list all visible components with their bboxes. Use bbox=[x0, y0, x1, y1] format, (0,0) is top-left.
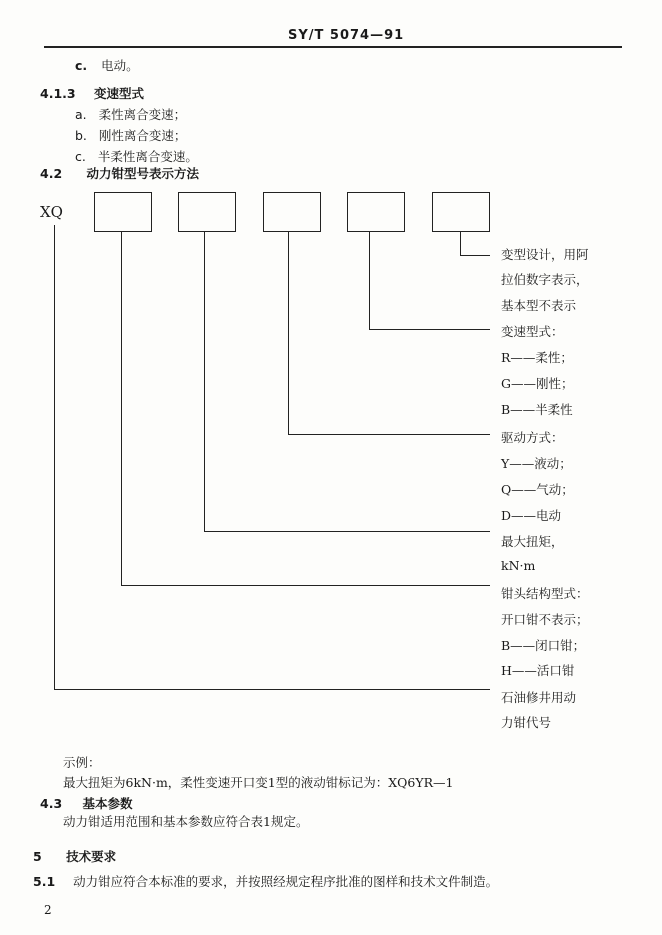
header-rule bbox=[44, 46, 622, 48]
leader-design-change-h bbox=[460, 255, 490, 256]
label-drive-type-y: Y——液动； bbox=[501, 456, 572, 471]
label-jaw-type-title: 钳头结构型式： bbox=[501, 586, 589, 601]
label-max-torque-title: 最大扭矩， bbox=[501, 534, 564, 549]
label-speed-type-g: G——刚性； bbox=[501, 376, 574, 391]
label-speed-type-r: R——柔性； bbox=[501, 350, 573, 365]
label-jaw-type-open: 开口钳不表示； bbox=[501, 612, 589, 627]
list-item bbox=[75, 56, 139, 74]
list-item bbox=[75, 105, 186, 123]
section-title: 动力钳型号表示方法 bbox=[86, 166, 200, 181]
leader-jaw-type-v bbox=[121, 231, 122, 586]
section-title: 技术要求 bbox=[66, 849, 117, 864]
list-marker: a. bbox=[75, 107, 87, 122]
list-item bbox=[75, 126, 186, 144]
section-number: 4.3 bbox=[40, 796, 63, 811]
label-speed-type-title: 变速型式： bbox=[501, 324, 564, 339]
leader-drive-type-h bbox=[288, 434, 490, 435]
label-jaw-type-movable: H——活口钳 bbox=[501, 663, 575, 678]
section-text: 动力钳应符合本标准的要求，并按照经规定程序批准的图样和技术文件制造。 bbox=[73, 874, 499, 889]
example-heading: 示例： bbox=[63, 755, 101, 770]
label-code-1: 石油修井用动 bbox=[501, 690, 577, 705]
prefix-code: XQ bbox=[40, 203, 63, 221]
label-code-2: 力钳代号 bbox=[501, 715, 552, 730]
label-drive-type-d: D——电动 bbox=[501, 508, 562, 523]
leader-jaw-type-h bbox=[121, 585, 490, 586]
leader-design-change-v bbox=[460, 231, 461, 256]
list-marker: c. bbox=[75, 149, 86, 164]
leader-code-v bbox=[54, 225, 55, 690]
leader-speed-type-v bbox=[369, 231, 370, 330]
list-item bbox=[75, 147, 198, 165]
section-5-1 bbox=[33, 872, 498, 890]
section-number: 4.2 bbox=[40, 166, 63, 181]
field-box-jaw-type bbox=[94, 192, 152, 232]
list-text: 柔性离合变速； bbox=[98, 107, 187, 122]
label-design-change-2: 拉伯数字表示， bbox=[501, 272, 589, 287]
label-drive-type-q: Q——气动； bbox=[501, 482, 574, 497]
page-number: 2 bbox=[44, 903, 52, 917]
label-speed-type-b: B——半柔性 bbox=[501, 402, 573, 417]
leader-max-torque-h bbox=[204, 531, 490, 532]
leader-drive-type-v bbox=[288, 231, 289, 435]
list-marker: c. bbox=[75, 58, 88, 73]
label-jaw-type-closed: B——闭口钳； bbox=[501, 638, 586, 653]
leader-max-torque-v bbox=[204, 231, 205, 532]
label-design-change-1: 变型设计，用阿 bbox=[501, 247, 589, 262]
example-text: 最大扭矩为6kN·m，柔性变速开口变1型的液动钳标记为：XQ6YR—1 bbox=[63, 775, 454, 790]
section-number: 5 bbox=[33, 849, 42, 864]
section-heading-4-3 bbox=[40, 794, 133, 812]
field-box-drive-type bbox=[263, 192, 321, 232]
section-heading-5 bbox=[33, 847, 116, 865]
leader-code-h bbox=[54, 689, 490, 690]
section-title: 基本参数 bbox=[82, 796, 133, 811]
section-4-3-text: 动力钳适用范围和基本参数应符合表1规定。 bbox=[63, 814, 309, 829]
label-max-torque-unit: kN·m bbox=[501, 558, 536, 573]
section-title: 变速型式 bbox=[93, 86, 144, 101]
label-drive-type-title: 驱动方式： bbox=[501, 430, 564, 445]
section-number: 5.1 bbox=[33, 874, 56, 889]
leader-speed-type-h bbox=[369, 329, 490, 330]
list-marker: b. bbox=[75, 128, 87, 143]
field-box-max-torque bbox=[178, 192, 236, 232]
section-heading-4-2 bbox=[40, 164, 199, 182]
list-text: 刚性离合变速； bbox=[98, 128, 187, 143]
field-box-speed-type bbox=[347, 192, 405, 232]
field-box-design-change bbox=[432, 192, 490, 232]
section-heading-4-1-3 bbox=[40, 84, 144, 102]
section-number: 4.1.3 bbox=[40, 86, 76, 101]
list-text: 电动。 bbox=[101, 58, 139, 73]
document-code: SY/T 5074—91 bbox=[288, 28, 405, 43]
label-design-change-3: 基本型不表示 bbox=[501, 298, 577, 313]
list-text: 半柔性离合变速。 bbox=[97, 149, 198, 164]
